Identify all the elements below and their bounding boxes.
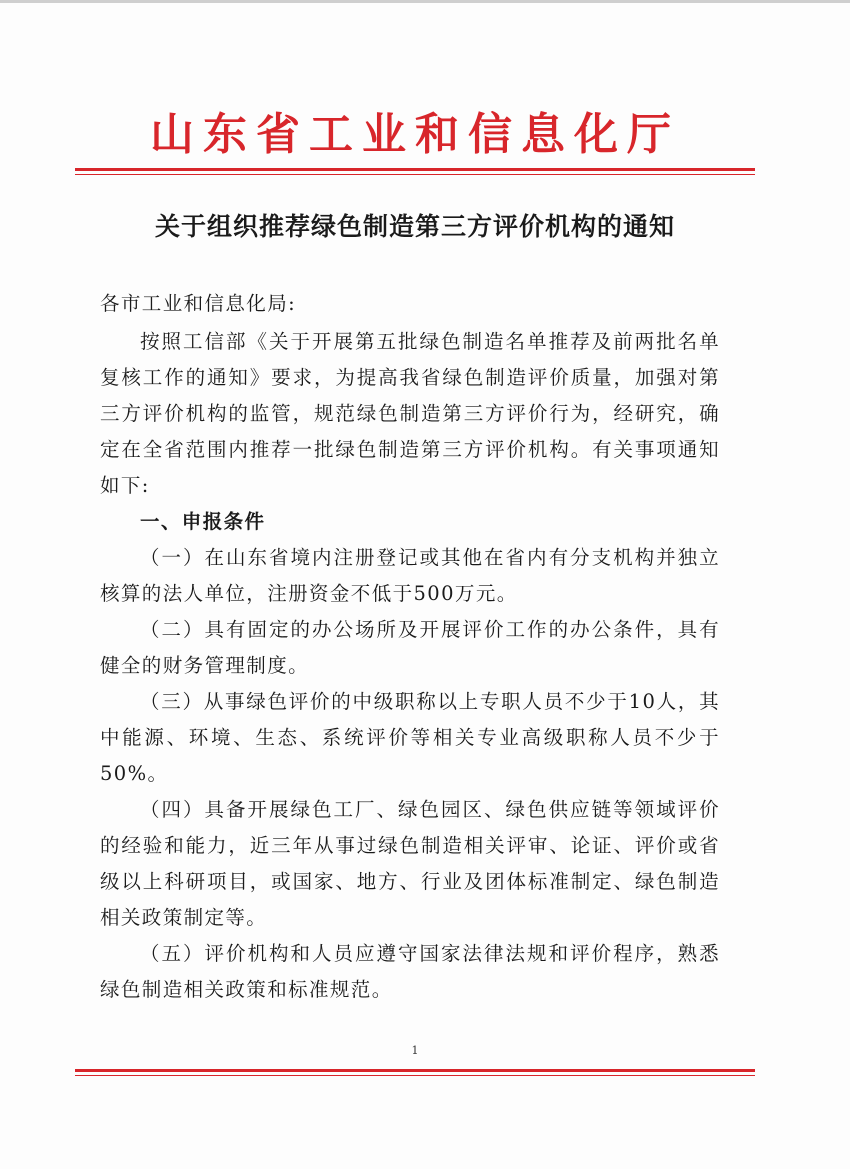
condition-item: （二）具有固定的办公场所及开展评价工作的办公条件，具有健全的财务管理制度。 xyxy=(100,618,720,677)
page-number: 1 xyxy=(411,1044,419,1057)
intro-paragraph: 按照工信部《关于开展第五批绿色制造名单推荐及前两批名单复核工作的通知》要求，为提高我省绿色制造评价质量，加强对第三方评价机构的监管，规范绿色制造第三方评价行为，经研究，确定在全省范围内推荐一批绿色制造第三方评价机构。有关事项通知如下: xyxy=(100,330,720,497)
page-top-edge xyxy=(0,0,850,3)
letterhead-rule-thick xyxy=(75,168,755,171)
salutation: 各市工业和信息化局: xyxy=(100,292,297,315)
section-heading: 一、申报条件 xyxy=(140,510,266,533)
document-title: 关于组织推荐绿色制造第三方评价机构的通知 xyxy=(154,212,675,241)
letterhead-rule-thin xyxy=(75,174,755,175)
condition-item: （一）在山东省境内注册登记或其他在省内有分支机构并独立核算的法人单位，注册资金不低于500万元。 xyxy=(100,546,720,605)
condition-item: （四）具备开展绿色工厂、绿色园区、绿色供应链等领域评价的经验和能力，近三年从事过绿色制造相关评审、论证、评价或省级以上科研项目，或国家、地方、行业及团体标准制定、绿色制造相关政策制定等。 xyxy=(100,798,720,929)
footer-rule-thin xyxy=(75,1075,755,1076)
document-body xyxy=(100,324,720,1008)
condition-item: （三）从事绿色评价的中级职称以上专职人员不少于10人，其中能源、环境、生态、系统评价等相关专业高级职称人员不少于50%。 xyxy=(100,690,720,785)
letterhead-issuer: 山东省工业和信息化厅 xyxy=(150,109,680,160)
footer-rule-thick xyxy=(75,1069,755,1072)
condition-item: （五）评价机构和人员应遵守国家法律法规和评价程序，熟悉绿色制造相关政策和标准规范。 xyxy=(100,942,720,1001)
